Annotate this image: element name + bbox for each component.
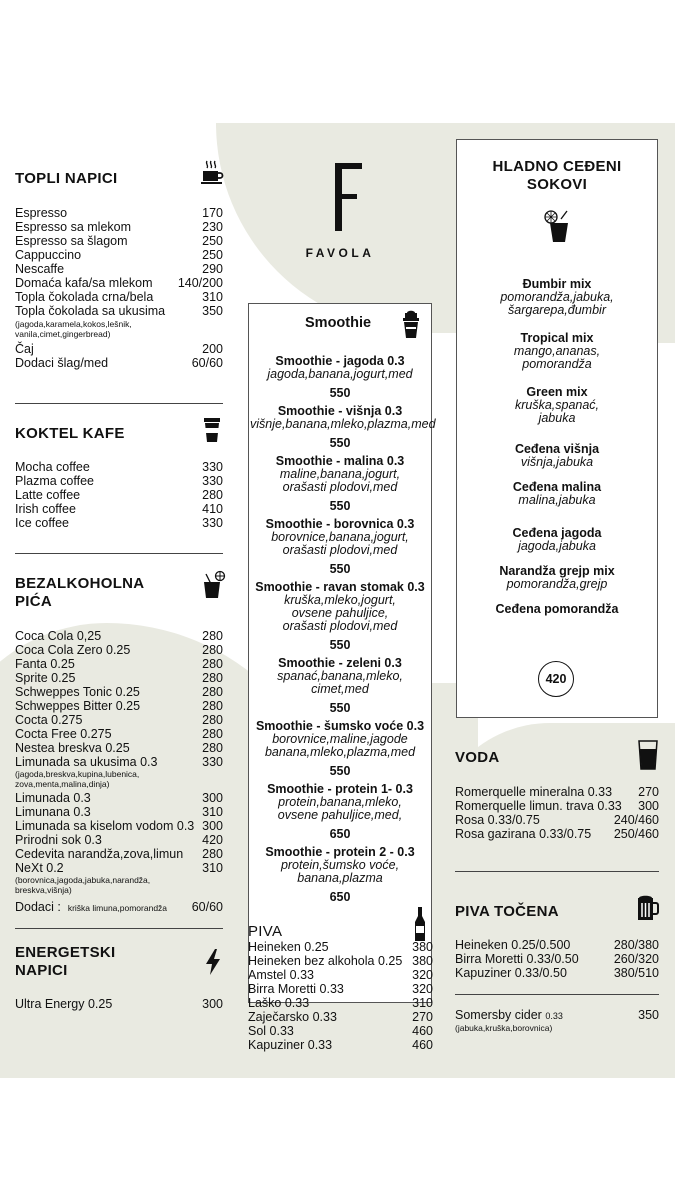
menu-item bbox=[248, 954, 433, 968]
smoothie-name: Smoothie - borovnica 0.3 bbox=[265, 517, 415, 531]
logo bbox=[305, 163, 385, 231]
juice-item bbox=[458, 386, 656, 425]
item-name: Dodaci šlag/med bbox=[15, 356, 109, 370]
juice-name: Ceđena malina bbox=[512, 480, 602, 494]
limunada-note: (jagoda,breskva,kupina,lubenica, bbox=[15, 769, 140, 779]
item-price: 270 bbox=[638, 785, 659, 799]
item-name: Romerquelle mineralna 0.33 bbox=[455, 785, 613, 799]
item-price: 330 bbox=[202, 460, 223, 474]
smoothie-price: 550 bbox=[329, 562, 351, 576]
item-name: Sol 0.33 bbox=[248, 1024, 294, 1038]
smoothie-desc: banana,mleko,plazma,med bbox=[264, 745, 416, 759]
menu-item bbox=[248, 1038, 433, 1052]
tocena-title: PIVA TOČENA bbox=[455, 903, 559, 920]
menu-item bbox=[15, 276, 223, 290]
smoothie-desc: protein,banana,mleko, bbox=[278, 795, 402, 809]
menu-item bbox=[15, 356, 223, 370]
smoothie-item bbox=[250, 720, 430, 778]
item-price: 280/380 bbox=[613, 938, 659, 952]
item-name: NeXt 0.2 bbox=[15, 861, 64, 875]
juice-item bbox=[458, 527, 656, 553]
brand-name: FAVOLA bbox=[305, 246, 375, 260]
smoothie-name: Smoothie - protein 2 - 0.3 bbox=[265, 845, 415, 859]
item-name: Schweppes Tonic 0.25 bbox=[15, 685, 140, 699]
juice-glass-icon bbox=[542, 209, 572, 243]
item-name: Limunada sa kiselom vodom 0.3 bbox=[15, 819, 195, 833]
item-price: 460 bbox=[412, 1038, 433, 1052]
menu-item bbox=[15, 304, 223, 318]
topli-title: TOPLI NAPICI bbox=[15, 170, 118, 187]
flavors-note: (jagoda,karamela,kokos,lešnik, bbox=[15, 319, 132, 329]
smoothie-cup-icon bbox=[401, 309, 421, 339]
divider bbox=[455, 871, 659, 872]
item-price: 280 bbox=[202, 657, 223, 671]
juice-desc: pomorandža,grejp bbox=[506, 577, 608, 591]
item-name: Ice coffee bbox=[15, 516, 69, 530]
item-price: 330 bbox=[202, 755, 223, 769]
smoothie-desc: jagoda,banana,jogurt,med bbox=[267, 367, 413, 381]
smoothie-desc: orašasti plodovi,med bbox=[282, 619, 398, 633]
energetski-title bbox=[15, 944, 116, 980]
menu-item bbox=[15, 474, 223, 488]
item-price: 280 bbox=[202, 671, 223, 685]
bezalk-list bbox=[15, 629, 223, 914]
smoothie-price: 550 bbox=[329, 499, 351, 513]
takeaway-cup-icon bbox=[203, 417, 221, 443]
item-price: 280 bbox=[202, 643, 223, 657]
menu-item bbox=[248, 1010, 433, 1024]
item-price: 410 bbox=[202, 502, 223, 516]
smoothie-desc: protein,šumsko voće, bbox=[280, 858, 400, 872]
piva-title: PIVA bbox=[248, 923, 283, 940]
juice-desc: mango,ananas, bbox=[513, 344, 601, 358]
item-price: 280 bbox=[202, 685, 223, 699]
menu-item bbox=[15, 819, 223, 833]
item-price: 280 bbox=[202, 741, 223, 755]
dodaci-label: Dodaci : bbox=[15, 900, 61, 914]
juice-name: Đumbir mix bbox=[522, 277, 592, 291]
item-price: 300 bbox=[202, 997, 223, 1011]
item-price: 380 bbox=[412, 940, 433, 954]
item-name: Heineken 0.25/0.500 bbox=[455, 938, 571, 952]
item-name: Prirodni sok 0.3 bbox=[15, 833, 102, 847]
item-price: 380/510 bbox=[613, 966, 659, 980]
smoothie-item bbox=[250, 518, 430, 576]
item-name: Limunana 0.3 bbox=[15, 805, 91, 819]
item-name: Nestea breskva 0.25 bbox=[15, 741, 130, 755]
item-name: Rosa 0.33/0.75 bbox=[455, 813, 540, 827]
cider-note: (jabuka,kruška,borovnica) bbox=[455, 1023, 553, 1033]
smoothie-item bbox=[250, 355, 430, 400]
item-price: 310 bbox=[202, 805, 223, 819]
menu-item bbox=[248, 968, 433, 982]
item-price: 330 bbox=[202, 516, 223, 530]
smoothie-desc: maline,banana,jogurt, bbox=[279, 467, 401, 481]
menu-item bbox=[248, 982, 433, 996]
item-name: Espresso sa šlagom bbox=[15, 234, 128, 248]
menu-item bbox=[15, 342, 223, 356]
smoothie-desc: cimet,med bbox=[311, 682, 369, 696]
smoothie-price: 550 bbox=[329, 701, 351, 715]
menu-item bbox=[455, 785, 659, 799]
menu-item bbox=[248, 940, 433, 954]
smoothie-price: 650 bbox=[329, 827, 351, 841]
smoothie-name: Smoothie - višnja 0.3 bbox=[277, 404, 403, 418]
menu-item bbox=[455, 799, 659, 813]
topli-list bbox=[15, 206, 223, 370]
item-name: Cocta Free 0.275 bbox=[15, 727, 112, 741]
koktel-title: KOKTEL KAFE bbox=[15, 425, 125, 442]
item-name: Schweppes Bitter 0.25 bbox=[15, 699, 141, 713]
smoothie-list bbox=[250, 354, 436, 909]
smoothie-desc: ovsene pahuljice,med, bbox=[277, 808, 403, 822]
smoothie-desc: borovnice,banana,jogurt, bbox=[271, 530, 409, 544]
item-name: Cedevita narandža,zova,limun bbox=[15, 847, 184, 861]
juice-name: Ceđena višnja bbox=[514, 442, 600, 456]
item-price: 230 bbox=[202, 220, 223, 234]
menu-item bbox=[15, 516, 223, 530]
divider bbox=[15, 928, 223, 929]
item-price: 320 bbox=[412, 968, 433, 982]
item-name: Domaća kafa/sa mlekom bbox=[15, 276, 153, 290]
bezalk-title bbox=[15, 575, 144, 611]
menu-item bbox=[455, 952, 659, 966]
item-price: 300 bbox=[202, 791, 223, 805]
menu-item bbox=[15, 262, 223, 276]
koktel-list bbox=[15, 460, 223, 530]
juice-desc: pomorandža,jabuka, bbox=[500, 290, 614, 304]
smoothie-desc: višnje,banana,mleko,plazma,med bbox=[250, 417, 436, 431]
item-name: Kapuziner 0.33 bbox=[248, 1038, 333, 1052]
item-name: Irish coffee bbox=[15, 502, 76, 516]
menu-item bbox=[15, 741, 223, 755]
menu-page bbox=[0, 123, 675, 1078]
cider-size: 0.33 bbox=[545, 1011, 563, 1021]
item-name: Topla čokolada crna/bela bbox=[15, 290, 154, 304]
item-name: Birra Moretti 0.33/0.50 bbox=[455, 952, 579, 966]
dodaci-note: kriška limuna,pomorandža bbox=[67, 903, 168, 913]
cider-price: 350 bbox=[638, 1008, 659, 1022]
item-name: Plazma coffee bbox=[15, 474, 94, 488]
cider-name: Somersby cider bbox=[455, 1008, 542, 1022]
cider-row bbox=[455, 1008, 659, 1033]
item-name: Espresso sa mlekom bbox=[15, 220, 132, 234]
item-price: 250 bbox=[202, 234, 223, 248]
item-price: 280 bbox=[202, 847, 223, 861]
item-price: 280 bbox=[202, 713, 223, 727]
menu-item bbox=[15, 727, 223, 741]
juice-name: Narandža grejp mix bbox=[499, 564, 615, 578]
menu-item bbox=[248, 996, 433, 1010]
cocktail-glass-icon bbox=[202, 570, 226, 600]
juice-desc: jabuka bbox=[538, 411, 576, 425]
item-name: Heineken 0.25 bbox=[248, 940, 329, 954]
menu-item bbox=[15, 699, 223, 713]
energetski-title-line: ENERGETSKI bbox=[15, 944, 116, 961]
item-price: 240/460 bbox=[613, 813, 659, 827]
item-name: Topla čokolada sa ukusima bbox=[15, 304, 166, 318]
item-price: 420 bbox=[202, 833, 223, 847]
piva-list bbox=[248, 940, 433, 1052]
item-name: Zaječarsko 0.33 bbox=[248, 1010, 337, 1024]
next-note: (borovnica,jagoda,jabuka,narandža, bbox=[15, 875, 151, 885]
smoothie-price: 550 bbox=[329, 436, 351, 450]
item-price: 280 bbox=[202, 699, 223, 713]
item-price: 170 bbox=[202, 206, 223, 220]
item-name: Heineken bez alkohola 0.25 bbox=[248, 954, 403, 968]
juice-name: Ceđena pomorandža bbox=[495, 602, 619, 616]
juice-item bbox=[458, 481, 656, 507]
item-price: 200 bbox=[202, 342, 223, 356]
energetski-list bbox=[15, 997, 223, 1011]
smoothie-desc: ovsene pahuljice, bbox=[291, 606, 389, 620]
item-name: Cocta 0.275 bbox=[15, 713, 83, 727]
water-glass-icon bbox=[638, 740, 658, 770]
smoothie-item bbox=[250, 404, 436, 450]
smoothie-desc: orašasti plodovi,med bbox=[282, 543, 398, 557]
item-name: Romerquelle limun. trava 0.33 bbox=[455, 799, 622, 813]
juice-item bbox=[458, 278, 656, 317]
item-price: 270 bbox=[412, 1010, 433, 1024]
menu-item bbox=[455, 938, 659, 952]
menu-item bbox=[15, 861, 223, 875]
smoothie-desc: orašasti plodovi,med bbox=[282, 480, 398, 494]
menu-item bbox=[15, 671, 223, 685]
bezalk-title-line: BEZALKOHOLNA bbox=[15, 575, 145, 592]
smoothie-name: Smoothie - jagoda 0.3 bbox=[275, 354, 405, 368]
smoothie-price: 550 bbox=[329, 386, 351, 400]
sokovi-title-line: HLADNO CEĐENI bbox=[492, 158, 622, 175]
smoothie-name: Smoothie - zeleni 0.3 bbox=[278, 656, 402, 670]
energetski-title-line: NAPICI bbox=[15, 962, 68, 979]
juice-desc: malina,jabuka bbox=[518, 493, 596, 507]
menu-item bbox=[15, 657, 223, 671]
menu-item bbox=[455, 966, 659, 980]
voda-title: VODA bbox=[455, 749, 500, 766]
smoothie-name: Smoothie - ravan stomak 0.3 bbox=[255, 580, 425, 594]
menu-item bbox=[15, 290, 223, 304]
smoothie-item bbox=[250, 657, 430, 715]
tocena-list bbox=[455, 938, 659, 980]
menu-item bbox=[248, 1024, 433, 1038]
item-name: Ultra Energy 0.25 bbox=[15, 997, 113, 1011]
item-price: 280 bbox=[202, 727, 223, 741]
menu-item bbox=[15, 220, 223, 234]
menu-item bbox=[15, 805, 223, 819]
item-name: Birra Moretti 0.33 bbox=[248, 982, 344, 996]
bezalk-title-line: PIĆA bbox=[15, 593, 53, 610]
menu-item bbox=[15, 791, 223, 805]
item-name: Mocha coffee bbox=[15, 460, 90, 474]
item-name: Laško 0.33 bbox=[248, 996, 310, 1010]
juice-item bbox=[458, 603, 656, 616]
divider bbox=[15, 553, 223, 554]
item-price: 140/200 bbox=[177, 276, 223, 290]
smoothie-price: 650 bbox=[329, 890, 351, 904]
sokovi-title-line: SOKOVI bbox=[526, 176, 588, 193]
beer-mug-icon bbox=[636, 894, 660, 922]
juice-desc: šargarepa,đumbir bbox=[508, 303, 606, 317]
voda-list bbox=[455, 785, 659, 841]
dodaci-price: 60/60 bbox=[191, 900, 223, 914]
menu-item bbox=[15, 488, 223, 502]
divider bbox=[455, 994, 659, 995]
smoothie-item bbox=[250, 581, 430, 652]
item-price: 300 bbox=[202, 819, 223, 833]
item-name: Coca Cola 0,25 bbox=[15, 629, 102, 643]
smoothie-desc: borovnice,maline,jagode bbox=[272, 732, 408, 746]
logo-mark bbox=[325, 163, 365, 231]
smoothie-name: Smoothie - malina 0.3 bbox=[275, 454, 405, 468]
smoothie-desc: banana,plazma bbox=[297, 871, 383, 885]
menu-item bbox=[15, 234, 223, 248]
smoothie-item bbox=[250, 846, 430, 904]
divider bbox=[15, 403, 223, 404]
menu-item bbox=[15, 685, 223, 699]
item-price: 250/460 bbox=[613, 827, 659, 841]
menu-item bbox=[455, 813, 659, 827]
item-name: Latte coffee bbox=[15, 488, 81, 502]
sokovi-list bbox=[458, 278, 656, 616]
item-name: Espresso bbox=[15, 206, 68, 220]
item-price: 320 bbox=[412, 982, 433, 996]
smoothie-desc: spanać,banana,mleko, bbox=[277, 669, 403, 683]
menu-item bbox=[15, 755, 223, 769]
juice-name: Tropical mix bbox=[520, 331, 594, 345]
smoothie-price: 550 bbox=[329, 764, 351, 778]
menu-item bbox=[15, 460, 223, 474]
item-price: 290 bbox=[202, 262, 223, 276]
sokovi-price-badge: 420 bbox=[538, 661, 574, 697]
item-price: 330 bbox=[202, 474, 223, 488]
sokovi-title bbox=[456, 158, 658, 194]
item-name: Cappuccino bbox=[15, 248, 82, 262]
menu-item bbox=[15, 713, 223, 727]
item-price: 380 bbox=[412, 954, 433, 968]
menu-item bbox=[15, 847, 223, 861]
menu-item bbox=[15, 997, 223, 1011]
smoothie-desc: kruška,mleko,jogurt, bbox=[284, 593, 396, 607]
menu-item bbox=[455, 827, 659, 841]
smoothie-name: Smoothie - šumsko voće 0.3 bbox=[255, 719, 425, 733]
item-price: 260/320 bbox=[613, 952, 659, 966]
coffee-cup-icon bbox=[200, 159, 224, 187]
item-price: 350 bbox=[202, 304, 223, 318]
item-name: Coca Cola Zero 0.25 bbox=[15, 643, 131, 657]
juice-item bbox=[458, 443, 656, 469]
smoothie-name: Smoothie - protein 1- 0.3 bbox=[267, 782, 413, 796]
item-name: Limunada 0.3 bbox=[15, 791, 91, 805]
item-name: Fanta 0.25 bbox=[15, 657, 75, 671]
smoothie-item bbox=[250, 783, 430, 841]
juice-desc: kruška,spanać, bbox=[514, 398, 600, 412]
juice-name: Green mix bbox=[526, 385, 588, 399]
item-price: 460 bbox=[412, 1024, 433, 1038]
item-name: Nescaffe bbox=[15, 262, 65, 276]
beer-bottle-icon bbox=[414, 907, 426, 941]
flavors-note: vanila,cimet,gingerbread) bbox=[15, 329, 111, 339]
item-name: Limunada sa ukusima 0.3 bbox=[15, 755, 158, 769]
item-price: 300 bbox=[638, 799, 659, 813]
item-name: Čaj bbox=[15, 342, 34, 356]
menu-item bbox=[15, 248, 223, 262]
juice-item bbox=[458, 332, 656, 371]
item-price: 60/60 bbox=[191, 356, 223, 370]
item-price: 310 bbox=[202, 290, 223, 304]
item-price: 310 bbox=[202, 861, 223, 875]
item-price: 280 bbox=[202, 629, 223, 643]
menu-item bbox=[15, 833, 223, 847]
item-name: Amstel 0.33 bbox=[248, 968, 315, 982]
juice-desc: jagoda,jabuka bbox=[518, 539, 596, 553]
juice-item bbox=[458, 565, 656, 591]
smoothie-item bbox=[250, 455, 430, 513]
next-note: breskva,višnja) bbox=[15, 885, 72, 895]
item-name: Rosa gazirana 0.33/0.75 bbox=[455, 827, 592, 841]
item-name: Sprite 0.25 bbox=[15, 671, 76, 685]
item-price: 250 bbox=[202, 248, 223, 262]
menu-item bbox=[15, 643, 223, 657]
item-price: 310 bbox=[412, 996, 433, 1010]
juice-name: Ceđena jagoda bbox=[512, 526, 602, 540]
juice-desc: višnja,jabuka bbox=[520, 455, 594, 469]
juice-desc: pomorandža bbox=[522, 357, 592, 371]
menu-item bbox=[15, 206, 223, 220]
item-name: Kapuziner 0.33/0.50 bbox=[455, 966, 567, 980]
dodaci-row bbox=[15, 900, 223, 914]
lightning-icon bbox=[204, 949, 222, 975]
menu-item bbox=[15, 502, 223, 516]
smoothie-price: 550 bbox=[329, 638, 351, 652]
item-price: 280 bbox=[202, 488, 223, 502]
menu-item bbox=[15, 629, 223, 643]
smoothie-title: Smoothie bbox=[305, 315, 372, 331]
limunada-note: zova,menta,malina,dinja) bbox=[15, 779, 110, 789]
